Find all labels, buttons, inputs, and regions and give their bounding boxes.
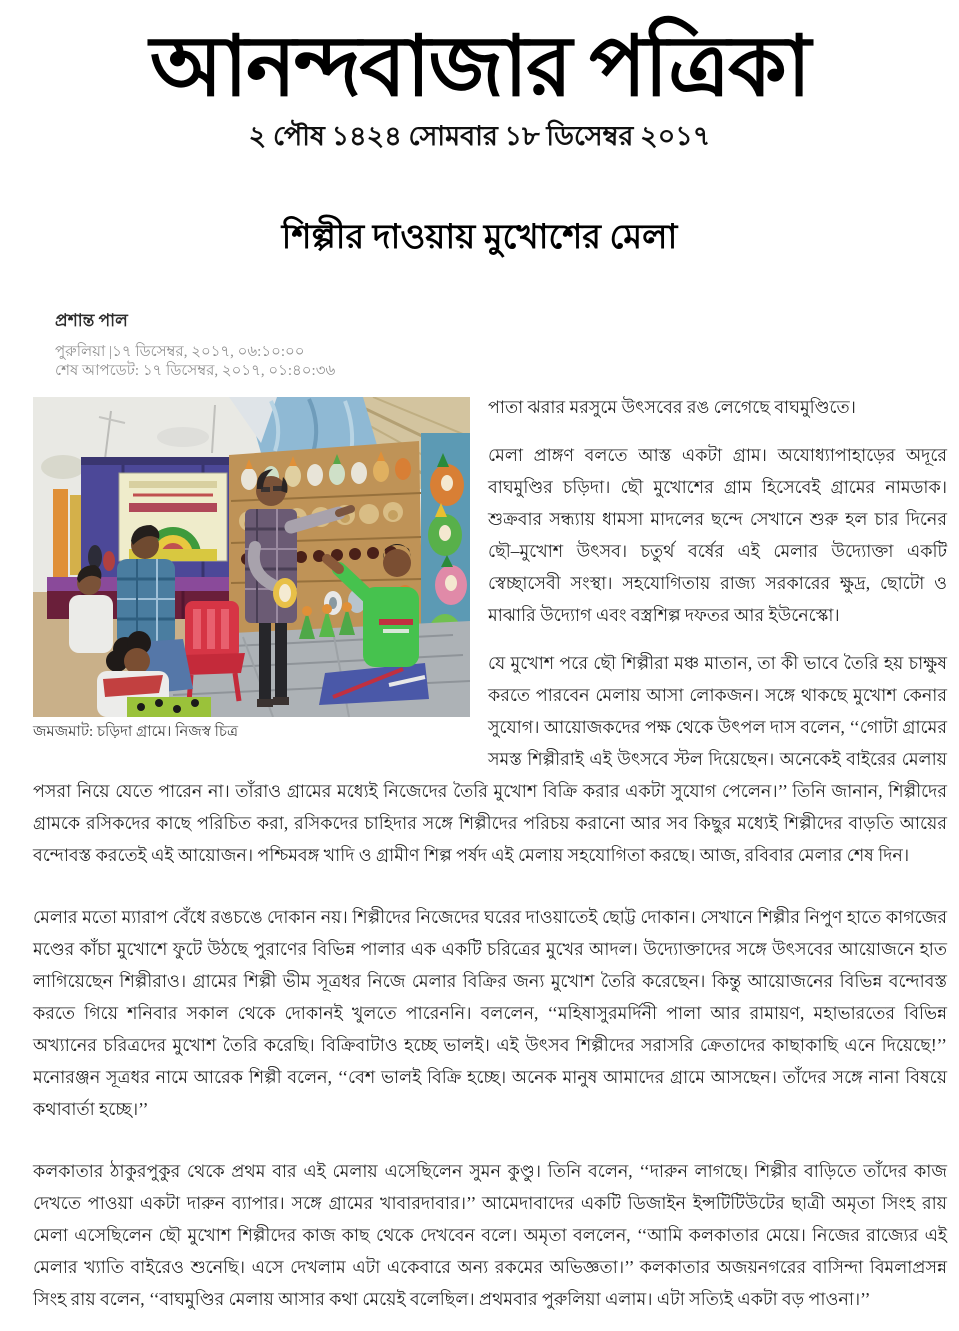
author-byline: প্রশান্ত পাল: [55, 311, 128, 331]
article-dateline: পুরুলিয়া |১৭ ডিসেম্বর, ২০১৭, ০৬:১০:০০: [55, 344, 305, 361]
byline-block: [55, 308, 959, 381]
article-body: [33, 391, 947, 1331]
article-headline: শিল্পীর দাওয়ায় মুখোশের মেলা: [281, 219, 678, 257]
article-paragraph-4: মেলার মতো ম্যারাপ বেঁধে রঙচঙে দোকান নয়। শিল্পীদের নিজেদের ঘরের দাওয়াতেই ছোট্ট দোকান। সেখানে শিল্পীর নিপুণ হাতে কাগজের মণ্ডের কাঁচা মুখোশে ফুটে উঠছে পুরাণের বিভিন্ন পালার এক একটি চরিত্রের মুখের আদল। উদ্যোক্তাদের সঙ্গে উৎসবের আয়োজনে হাত লাগিয়েছেন শিল্পীরাও। গ্রামের শিল্পী ভীম সূত্রধর নিজে মেলার বিক্রির জন্য মুখোশ তৈরি করেছেন। কিন্তু আয়োজনের বিভিন্ন বন্দোবস্ত করতে গিয়ে শনিবার সকাল থেকে দোকানই খুলতে পারেননি। বললেন, ‘‘মহিষাসুরমর্দিনী পালা আর রামায়ণ, মহাভারতের বিভিন্ন অখ্যানের চরিত্রদের মুখোশ তৈরি করেছি। বিক্রিবাটাও হচ্ছে ভালই। এই উৎসব শিল্পীদের সরাসরি ক্রেতাদের কাছাকাছি এনে দিয়েছে!’’ মনোরঞ্জন সূত্রধর নামে আরেক শিল্পী বলেন, ‘‘বেশ ভালই বিক্রি হচ্ছে। অনেক মানুষ আমাদের গ্রামে আসছেন। তাঁদের সঙ্গে নানা বিষয়ে কথাবার্তা হচ্ছে।’’: [33, 906, 947, 1119]
photo-caption: জমজমাট: চড়িদা গ্রামে। নিজস্ব চিত্র: [33, 723, 239, 740]
article-photo: [33, 397, 470, 743]
masthead-date: ২ পৌষ ১৪২৪ সোমবার ১৮ ডিসেম্বর ২০১৭: [248, 121, 711, 152]
article-photo-illustration: [33, 397, 470, 717]
masthead-logo[interactable]: আনন্দবাজার পত্রিকা: [149, 21, 810, 114]
article-paragraph-3: যে মুখোশ পরে ছৌ শিল্পীরা মঞ্চ মাতান, তা কী ভাবে তৈরি হয় চাক্ষুষ করতে পারবেন মেলায় আসা লোকজন। সঙ্গে থাকছে মুখোশ কেনার সুযোগ। আয়োজকদের পক্ষ থেকে উৎপল দাস বলেন, ‘‘গোটা গ্রামের সমস্ত শিল্পীরাই এই উৎসবে স্টল দিয়েছেন। অনেকেই বাইরের মেলায় পসরা নিয়ে যেতে পারেন না। তাঁরাও গ্রামের মধ্যেই নিজেদের তৈরি মুখোশ বিক্রি করার একটা সুযোগ পেলেন।’’ তিনি জানান, শিল্পীদের গ্রামকে রসিকদের কাছে পরিচিত করা, রসিকদের চাহিদার সঙ্গে শিল্পীদের পরিচয় করানো আর সব কিছুর মধ্যেই শিল্পীদের বাড়তি আয়ের বন্দোবস্ত করতেই এই আয়োজন। পশ্চিমবঙ্গ খাদি ও গ্রামীণ শিল্প পর্ষদ এই মেলায় সহযোগিতা করছে। আজ, রবিবার মেলার শেষ দিন।: [33, 652, 947, 865]
article-updated: শেষ আপডেট: ১৭ ডিসেম্বর, ২০১৭, ০১:৪০:৩৬: [55, 362, 336, 379]
article-paragraph-2: মেলা প্রাঙ্গণ বলতে আস্ত একটা গ্রাম। অযোধ্যাপাহাড়ের অদূরে বাঘমুণ্ডির চড়িদা। ছৌ মুখোশের গ্রাম হিসেবেই গ্রামের নামডাক। শুক্রবার সন্ধ্যায় ধামসা মাদলের ছন্দে সেখানে শুরু হল চার দিনের ছৌ–মুখোশ উৎসব। চতুর্থ বর্ষের এই মেলার উদ্যোক্তা একটি স্বেচ্ছাসেবী সংস্থা। সহযোগিতায় রাজ্য সরকারের ক্ষুদ্র, ছোটো ও মাঝারি উদ্যোগ এবং বস্ত্রশিল্প দফতর আর ইউনেস্কো।: [488, 444, 947, 625]
masthead: [0, 0, 959, 161]
article-paragraph-5: কলকাতার ঠাকুরপুকুর থেকে প্রথম বার এই মেলায় এসেছিলেন সুমন কুণ্ডু। তিনি বলেন, ‘‘দারুন লাগছে। শিল্পীর বাড়িতে তাঁদের কাজ দেখতে পাওয়া একটা দারুন ব্যাপার। সঙ্গে গ্রামের খাবারদাবার।’’ আমেদাবাদের একটি ডিজাইন ইন্সটিটিউটের ছাত্রী অমৃতা সিংহ রায় মেলা এসেছিলেন ছৌ মুখোশ শিল্পীদের কাজ কাছ থেকে দেখবেন বলে। অমৃতা বললেন, ‘‘আমি কলকাতার মেয়ে। নিজের রাজ্যের এই মেলার খ্যাতি বাইরেও শুনেছি। এসে দেখলাম এটা একেবারে অন্য রকমের অভিজ্ঞতা।’’ কলকাতার অজয়নগরের বাসিন্দা বিমলাপ্রসন্ন সিংহ রায় বলেন, ‘‘বাঘমুণ্ডির মেলায় আসার কথা মেয়েই বলেছিল। প্রথমবার পুরুলিয়া এলাম। এটা সত্যিই একটা বড় পাওনা।’’: [33, 1160, 947, 1309]
article-paragraph-1: পাতা ঝরার মরসুমে উৎসবের রঙ লেগেছে বাঘমুণ্ডিতে।: [488, 396, 856, 417]
